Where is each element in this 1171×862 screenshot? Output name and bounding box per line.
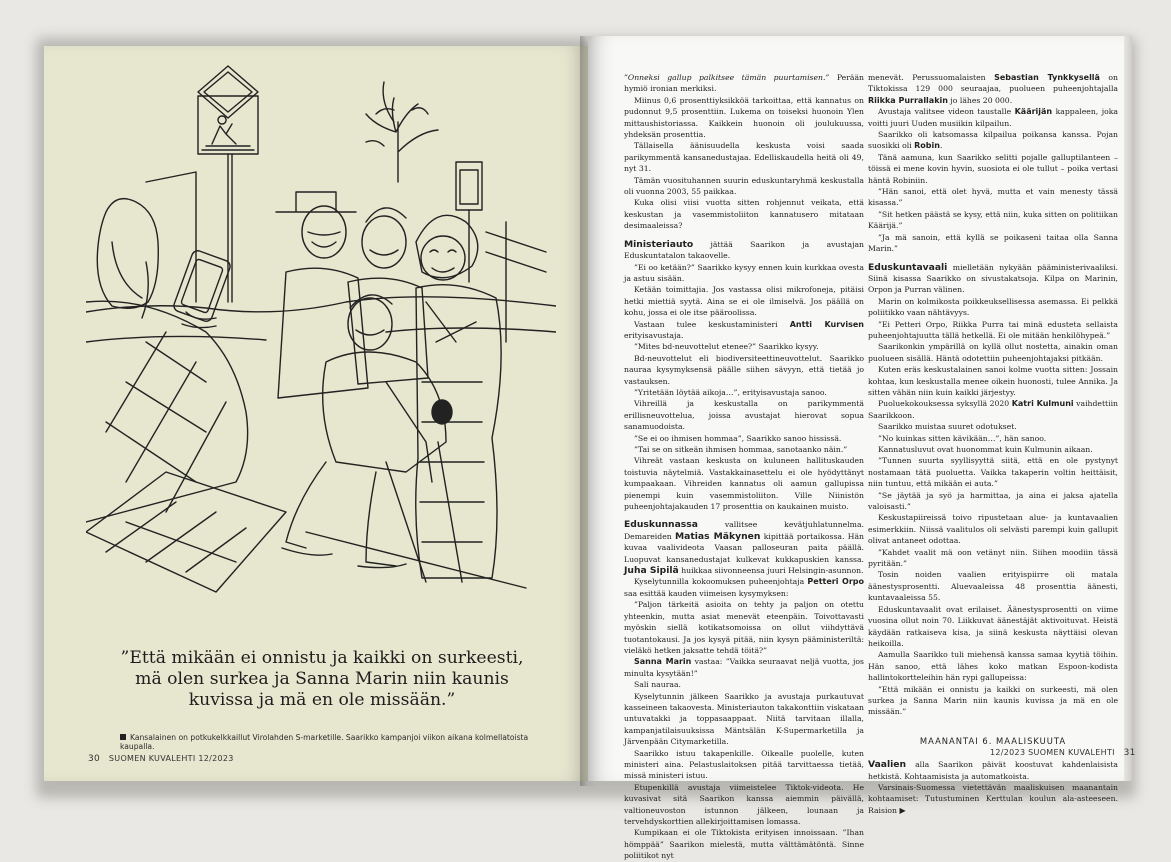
paragraph: ”Tunnen suurta syyllisyyttä siitä, että en ole pystynyt nostamaan tätä puoluetta. Vaikka takaperin voltin heittäisit, niin tuntuu, että mikään ei auta.” (868, 456, 1118, 489)
paragraph: ”Paljon tärkeitä asioita on tehty ja paljon on otettu yhteenkin, mutta asiat menevät eteenpäin. Toivottavasti myöskin siellä kotikatsomoissa on ollut viihdyttävä tuotantokausi. Ja jos kysyä pitää, niin kysyn pääministeriltä: vieläkö hetken jaksatte tehdä töitä?” (624, 600, 864, 655)
pull-quote: ”Että mikään ei onnistu ja kaikki on surkeesti, mä olen surkea ja Sanna Marin niin kaunis kuvissa ja mä en ole missään.” (120, 648, 524, 710)
paragraph: Eduskuntavaalit ovat erilaiset. Äänestysprosentti on viime vuosina ollut noin 70. Liikkuvat äänestäjät aktivoituvat. Heistä käydään ratkaiseva kisa, ja siinä keskusta näyttäisi olevan heikoilla. (868, 604, 1118, 648)
paragraph: Saarikko oli katsomassa kilpailua poikansa kanssa. Pojan suosikki oli Robin. (868, 130, 1118, 151)
paragraph: Tänä aamuna, kun Saarikko selitti pojalle galluptilanteen – töissä ei mene kovin hyvin, suosiota ei ole tullut – poika vertasi häntä Robiniin. (868, 152, 1118, 185)
store-sign (456, 162, 482, 282)
paragraph: Vastaan tulee keskustaministeri Antti Kurvisen erityisavustaja. (624, 319, 864, 340)
paragraph: ”Tai se on sitkeän ihmisen hommaa, sanotaanko näin.” (634, 445, 848, 454)
paragraph: ”Hän sanoi, että olet hyvä, mutta et vain menesty tässä kisassa.” (868, 187, 1118, 208)
paragraph: Varsinais-Suomessa vietettävän maaliskuisen maanantain kohtaamiset: Tutustuminen Kerttulan koulun ala-asteeseen. Raision ▶ (868, 782, 1118, 815)
pedestrian-crossing-sign (198, 66, 258, 302)
paragraph: ”Kahdet vaalit mä oon vetänyt niin. Siihen moodiin tässä pyritään.” (868, 547, 1118, 569)
paragraph: Ketään toimittajia. Jos vastassa olisi mikrofoneja, pitäisi hetki miettiä syytä. Aina se ei ole ilmiselvä. Jos päällä on kohu, jossa ei ole itse pääroolissa. (624, 285, 864, 318)
paragraph: Saarikko muistaa suuret odotukset. (878, 422, 1017, 432)
paragraph: ”Sit hetken päästä se kysy, että niin, kuka sitten on politiikan Käärijä.” (868, 209, 1118, 231)
magazine-spine (580, 36, 596, 786)
man-on-kicksled (282, 295, 526, 588)
paragraph: Kumpikaan ei ole Tiktokista erityisen innoissaan. ”Ihan hömppää” Saarikon mielestä, mutta välttämätöntä. Sinne poliitikot nyt (624, 828, 864, 861)
folio-left (82, 754, 234, 764)
paragraph: Ministeriauto jättää Saarikon ja avustajan Eduskuntatalon takaovelle. (624, 238, 864, 261)
page-number-right: 31 (1123, 748, 1136, 758)
paragraph: Kyselytunnilla kokoomuksen puheenjohtaja Petteri Orpo saa esittää kauden viimeisen kysymyksen: (624, 577, 864, 598)
paragraph: ”No kuinkas sitten kävikään…”, hän sanoo. (878, 433, 1047, 443)
paragraph: Saarikko istuu takapenkille. Oikealle puolelle, kuten ministeri aina. Pelastuslaitoksen pitää tarvittaessa tietää, missä ministeri istuu. (624, 748, 864, 781)
paragraph: ”Ja mä sanoin, että kyllä se poikaseni taitaa olla Sanna Marin.” (868, 232, 1118, 254)
text-column-2 (868, 72, 1118, 816)
paragraph: ”Yritetään löytää aikoja…”, erityisavustaja sanoo. (634, 387, 827, 397)
paragraph: Avustaja valitsee videon taustalle Käärijän kappaleen, joka voitti juuri Uuden musiikin kilpailun. (868, 107, 1118, 128)
illustration (86, 62, 556, 610)
paragraph: Sali nauraa. (634, 680, 681, 690)
paragraph: Tosin noiden vaalien erityispiirre oli matala äänestysprosentti. Aluevaaleissa 48 prosenttia äänesti, kuntavaaleissa 55. (868, 570, 1118, 603)
paragraph: Tällaisella äänisuudella keskusta voisi saada parikymmentä kansanedustajaa. Edelliskaudella heitä oli 49, nyt 31. (624, 141, 864, 174)
folio-text-right: 12/2023 SUOMEN KUVALEHTI (990, 748, 1115, 757)
page-number-left: 30 (88, 754, 101, 764)
woman-fur-hat (416, 215, 501, 578)
paragraph: Sanna Marin vastaa: ”Vaikka seuraavat neljä vuotta, jos minulta kysytään!” (624, 657, 864, 678)
paragraph: Marin on kolmikosta poikkeuksellisessa asemassa. Ei pelkkä poliitikko vaan nähtävyys. (868, 296, 1118, 318)
paragraph: Keskustapiireissä toivo ripustetaan alue- ja kuntavaalien esimerkkiin. Niissä vaalitulos oli selvästi parempi kuin gallupit olivat antaneet odottaa. (868, 513, 1118, 546)
paragraph: menevät. Perussuomalaisten Sebastian Tynkkysellä on Tiktokissa 129 000 seuraajaa, puolueen puheenjohtajalla Riikka Purrallakin jo lähes 20 000. (868, 73, 1118, 105)
folio-text-left: SUOMEN KUVALEHTI 12/2023 (108, 754, 234, 763)
text-column-1 (624, 72, 864, 862)
paragraph: Etupenkillä avustaja viimeistelee Tiktok-videota. He kuvasivat sitä Saarikon kanssa aiemmin päivällä, valtioneuvoston istunnon jälkeen, lounaan ja tervehdyskorttien allekirjoittamisen lomassa. (624, 782, 864, 826)
paragraph: ”Että mikään ei onnistu ja kaikki on surkeesti, mä olen surkea ja Sanna Marin niin kaunis kuvissa ja mä en ole missään.” (868, 684, 1118, 717)
photo-caption (120, 733, 540, 751)
paragraph: ”Mites bd-neuvottelut etenee?” Saarikko kysyy. (634, 342, 819, 352)
paragraph: Eduskuntavaali mielletään nykyään pääministerivaaliksi. Siinä kisassa Saarikko on sivustakatsoja. Kilpa on Marinin, Orpon ja Purran välinen. (868, 261, 1118, 295)
paragraph: ”Ei oo ketään?” Saarikko kysyy ennen kuin kurkkaa ovesta ja astuu sisään. (624, 262, 864, 283)
paragraph: ”Se jäytää ja syö ja harmittaa, ja aina ei jaksa ajatella valoisasti.” (868, 490, 1118, 512)
paragraph: Vaalien alla Saarikon päivät koostuvat kahdenlaisista hetkistä. Kohtaamisista ja automatkoista. (868, 759, 1118, 781)
paragraph: Kannatusluvut ovat huonommat kuin Kulmunin aikaan. (878, 445, 1093, 454)
paragraph: ”Ei Petteri Orpo, Riikka Purra tai minä edusteta sellaista puheenjohtajuutta tällä hetkellä. Ei ole mitään henkilöhypeä.” (868, 319, 1118, 340)
woman-with-phone (86, 199, 248, 522)
paragraph: Bd-neuvottelut eli biodiversiteettineuvottelut. Saarikko nauraa kysymyksensä päälle siihen sävyyn, että tietää jo vastauksen. (624, 353, 864, 386)
men-group (278, 206, 428, 398)
paragraph: Tämän vuosituhannen suurin eduskuntaryhmä keskustalla oli vuonna 2003, 55 paikkaa. (624, 175, 864, 197)
caption-square-icon (120, 734, 126, 740)
caption-text: Kansalainen on potkukelkkaillut Virolahden S-marketille. Saarikko kampanjoi viikon aikana kolmellatoista kaupalla. (120, 733, 529, 751)
paragraph: Kuka olisi viisi vuotta sitten rohjennut veikata, että keskustan ja vasemmistoliiton kannatusero mitataan desimaaleissa? (624, 198, 864, 231)
folio-right (990, 748, 1142, 758)
paragraph: Vihreillä ja keskustalla on parikymmentä erillisneuvottelua, joissa avustajat hierovat sopua sanamuodoista. (624, 399, 864, 432)
paragraph: Miinus 0,6 prosenttiyksikköä tarkoittaa, että kannatus on pudonnut 9,5 prosenttiin. Lukema on toiseksi huonoin Ylen mittaushistoriassa. Kaikkein huonoin oli joulukuussa, yhdeksän prosenttia. (624, 95, 864, 140)
paragraph: ”Onneksi gallup palkitsee tämän puurtamisen.” Perään hymiö ironian merkiksi. (624, 73, 864, 94)
page-edge (1124, 36, 1132, 781)
paragraph: Eduskunnassa vallitsee kevätjuhlatunnelma. Demareiden Matias Mäkynen kipittää portaikossa. Hän kuvaa vaalivideota Vaasan palloseuran paita päällä. Luopuvat kansanedustajat kulkevat kukkapuskien kanssa. Juha Sipilä huikkaa siivonneensa juuri Helsingin-asunnon. (624, 519, 864, 577)
paragraph: ”Se ei oo ihmisen hommaa”, Saarikko sanoo hississä. (634, 433, 842, 443)
section-heading: MAANANTAI 6. MAALISKUUTA (919, 735, 1067, 746)
paragraph: Puoluekokouksessa syksyllä 2020 Katri Kulmuni vaihdettiin Saarikkoon. (868, 399, 1119, 420)
paragraph: Aamulla Saarikko tuli miehensä kanssa samaa kyytiä töihin. Hän sanoo, että lähes koko matkan Espoon-kodista hallintokortteleihin hän rypi gallupeissa: (868, 650, 1118, 683)
paragraph: Kyselytunnin jälkeen Saarikko ja avustaja purkautuvat kasseineen takaovesta. Ministeriauton takakonttiin viskataan untuvatakki ja toppasaappaat. Niitä tarvitaan illalla, kampanjatilaisuuksissa Mäntsälän K-Supermarketilla ja Järvenpään Citymarketilla. (624, 691, 864, 747)
paragraph: Saarikonkin ympärillä on kyllä ollut nostetta, ainakin oman puolueen sisällä. Häntä odotettiin puheenjohtajaksi pitkään. (868, 342, 1118, 363)
paragraph: Kuten eräs keskustalainen sanoi kolme vuotta sitten: Jossain kohtaa, kun keskustalla menee oikein huonosti, tulee Annika. Ja sitten vähän niin kuin kaikki järjestyy. (868, 365, 1118, 397)
paragraph: Vihreät vastaan keskusta on kuluneen hallituskauden toistuvia näytelmiä. Vastakkainasettelu ei ole hyödyttänyt kumpaakaan. Vihreiden kannatus oli aamun gallupissa pienempi kuin vasemmistoliiton. Ville Niinistön puheenjohtajakauden 17 prosenttia on kaukainen muisto. (624, 456, 864, 512)
